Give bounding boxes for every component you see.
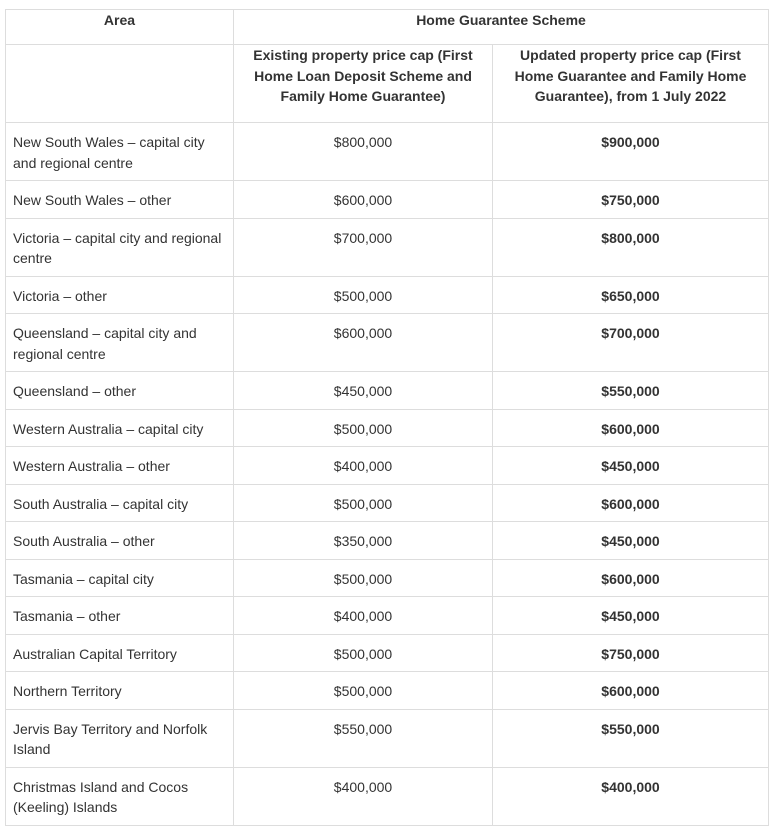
- existing-cap-cell: $550,000: [234, 709, 493, 767]
- table-row: [6, 767, 769, 825]
- existing-cap-cell: $500,000: [234, 409, 493, 447]
- area-cell: South Australia – other: [6, 522, 234, 560]
- header-row: [6, 10, 769, 45]
- table-row: [6, 559, 769, 597]
- subheader-row: [6, 45, 769, 123]
- table-row: [6, 409, 769, 447]
- table-row: [6, 672, 769, 710]
- area-cell: South Australia – capital city: [6, 484, 234, 522]
- area-cell: Victoria – capital city and regional centre: [6, 218, 234, 276]
- table-row: [6, 123, 769, 181]
- updated-cap-cell: $600,000: [493, 559, 769, 597]
- existing-cap-cell: $500,000: [234, 634, 493, 672]
- existing-cap-cell: $400,000: [234, 767, 493, 825]
- updated-cap-header: Updated property price cap (First Home Guarantee and Family Home Guarantee), from 1 July 2022: [493, 45, 769, 123]
- updated-cap-cell: $550,000: [493, 372, 769, 410]
- updated-cap-cell: $750,000: [493, 181, 769, 219]
- area-cell: Queensland – other: [6, 372, 234, 410]
- existing-cap-cell: $350,000: [234, 522, 493, 560]
- existing-cap-cell: $700,000: [234, 218, 493, 276]
- updated-cap-cell: $600,000: [493, 672, 769, 710]
- table-row: [6, 597, 769, 635]
- table-row: [6, 314, 769, 372]
- existing-cap-cell: $500,000: [234, 672, 493, 710]
- updated-cap-cell: $600,000: [493, 409, 769, 447]
- existing-cap-cell: $600,000: [234, 181, 493, 219]
- updated-cap-cell: $600,000: [493, 484, 769, 522]
- existing-cap-cell: $400,000: [234, 447, 493, 485]
- existing-cap-cell: $400,000: [234, 597, 493, 635]
- area-cell: New South Wales – capital city and regional centre: [6, 123, 234, 181]
- area-cell: Tasmania – capital city: [6, 559, 234, 597]
- area-cell: Western Australia – other: [6, 447, 234, 485]
- area-cell: Queensland – capital city and regional centre: [6, 314, 234, 372]
- scheme-header: Home Guarantee Scheme: [234, 10, 769, 45]
- table-row: [6, 709, 769, 767]
- area-cell: Western Australia – capital city: [6, 409, 234, 447]
- table-row: [6, 484, 769, 522]
- existing-cap-cell: $450,000: [234, 372, 493, 410]
- area-cell: Victoria – other: [6, 276, 234, 314]
- table-row: [6, 276, 769, 314]
- existing-cap-cell: $600,000: [234, 314, 493, 372]
- existing-cap-header: Existing property price cap (First Home Loan Deposit Scheme and Family Home Guarantee): [234, 45, 493, 123]
- area-cell: Tasmania – other: [6, 597, 234, 635]
- table-row: [6, 372, 769, 410]
- area-header: Area: [6, 10, 234, 45]
- existing-cap-cell: $800,000: [234, 123, 493, 181]
- table-row: [6, 634, 769, 672]
- existing-cap-cell: $500,000: [234, 559, 493, 597]
- updated-cap-cell: $400,000: [493, 767, 769, 825]
- area-cell: Australian Capital Territory: [6, 634, 234, 672]
- updated-cap-cell: $900,000: [493, 123, 769, 181]
- updated-cap-cell: $450,000: [493, 522, 769, 560]
- area-cell: Christmas Island and Cocos (Keeling) Islands: [6, 767, 234, 825]
- empty-header-cell: [6, 45, 234, 123]
- existing-cap-cell: $500,000: [234, 276, 493, 314]
- existing-cap-cell: $500,000: [234, 484, 493, 522]
- table-row: [6, 218, 769, 276]
- updated-cap-cell: $450,000: [493, 597, 769, 635]
- updated-cap-cell: $450,000: [493, 447, 769, 485]
- updated-cap-cell: $700,000: [493, 314, 769, 372]
- area-cell: Jervis Bay Territory and Norfolk Island: [6, 709, 234, 767]
- table-row: [6, 181, 769, 219]
- table-row: [6, 447, 769, 485]
- updated-cap-cell: $550,000: [493, 709, 769, 767]
- area-cell: New South Wales – other: [6, 181, 234, 219]
- price-cap-table: [5, 9, 769, 826]
- area-cell: Northern Territory: [6, 672, 234, 710]
- updated-cap-cell: $650,000: [493, 276, 769, 314]
- updated-cap-cell: $750,000: [493, 634, 769, 672]
- updated-cap-cell: $800,000: [493, 218, 769, 276]
- table-row: [6, 522, 769, 560]
